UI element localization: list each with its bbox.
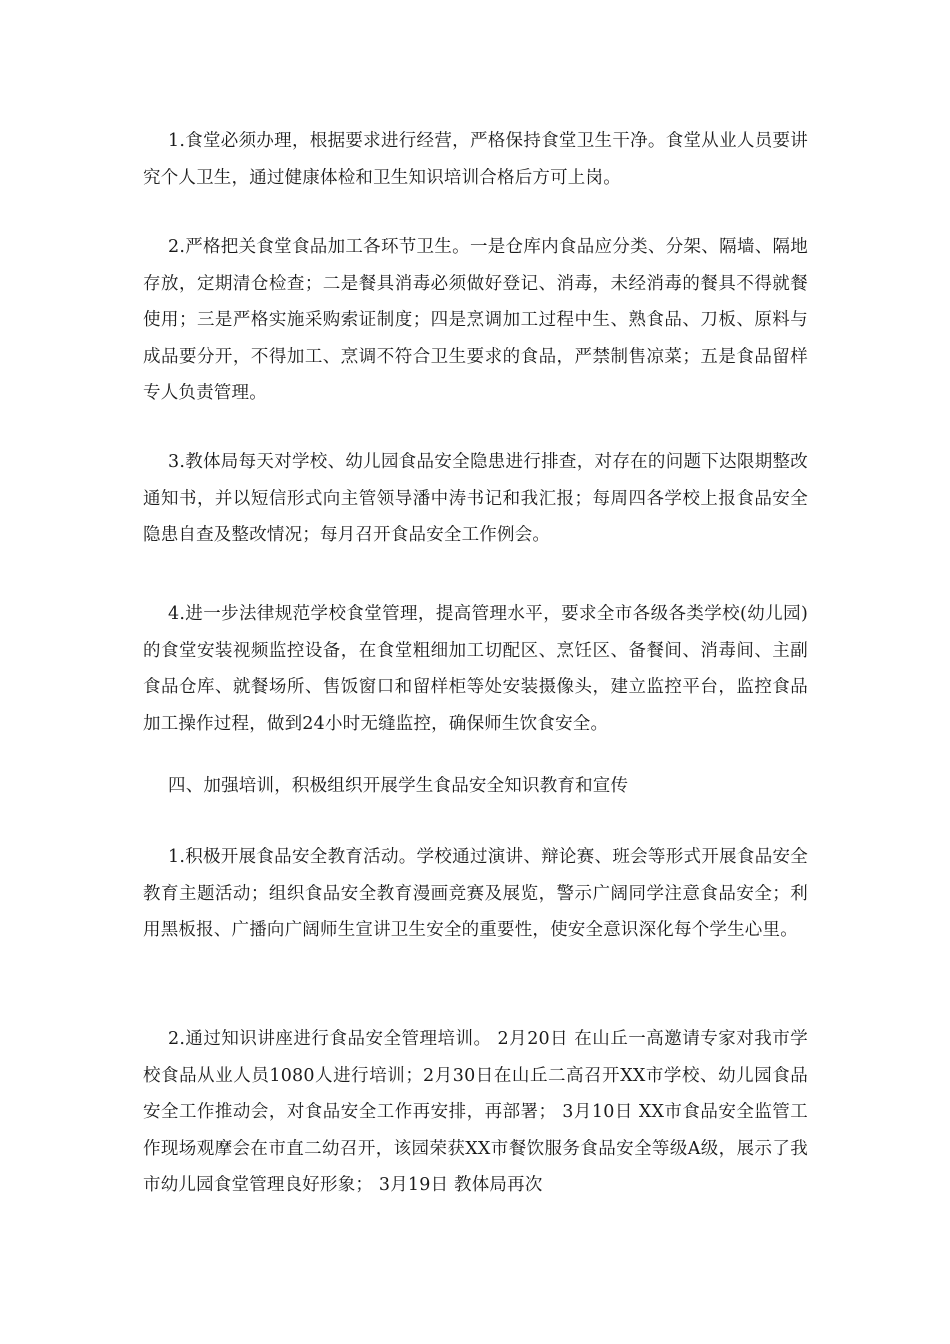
paragraph-daily-inspection: 3.教体局每天对学校、幼儿园食品安全隐患进行排查，对存在的问题下达限期整改通知书，并以短信形式向主管领导潘中涛书记和我汇报；每周四各学校上报食品安全隐患自查及整改情况；每月召开食品安全工作例会。 [143,452,808,545]
paragraph-processing-hygiene: 2.严格把关食堂食品加工各环节卫生。一是仓库内食品应分类、分架、隔墙、隔地存放，定期清仓检查；二是餐具消毒必须做好登记、消毒，未经消毒的餐具不得就餐使用；三是严格实施采购索证制度；四是烹调加工过程中生、熟食品、刀板、原料与成品要分开，不得加工、烹调不符合卫生要求的食品，严禁制售凉菜；五是食品留样专人负责管理。 [143,237,808,403]
paragraph-knowledge-lectures: 2.通过知识讲座进行食品安全管理培训。 2月20日 在山丘一高邀请专家对我市学校食品从业人员1080人进行培训；2月30日在山丘二高召开XX市学校、幼儿园食品安全工作推动会，对食品安全工作再安排，再部署； 3月10日 XX市食品安全监管工作现场观摩会在市直二幼召开，该园荣获XX市餐饮服务食品安全等级A级，展示了我市幼儿园食堂管理良好形象； 3月19日 教体局再次 [143,1029,808,1195]
section-heading-training: 四、加强培训，积极组织开展学生食品安全知识教育和宣传 [168,776,629,796]
paragraph-video-monitoring: 4.进一步法律规范学校食堂管理，提高管理水平，要求全市各级各类学校(幼儿园)的食堂安装视频监控设备，在食堂粗细加工切配区、烹饪区、备餐间、消毒间、主副食品仓库、就餐场所、售饭窗口和留样柜等处安装摄像头，建立监控平台，监控食品加工操作过程，做到24小时无缝监控，确保师生饮食安全。 [143,604,808,734]
paragraph-education-activities: 1.积极开展食品安全教育活动。学校通过演讲、辩论赛、班会等形式开展食品安全教育主题活动；组织食品安全教育漫画竞赛及展览，警示广阔同学注意食品安全；利用黑板报、广播向广阔师生宣讲卫生安全的重要性，使安全意识深化每个学生心里。 [143,847,808,940]
paragraph-canteen-license: 1.食堂必须办理，根据要求进行经营，严格保持食堂卫生干净。食堂从业人员要讲究个人卫生，通过健康体检和卫生知识培训合格后方可上岗。 [143,131,808,188]
